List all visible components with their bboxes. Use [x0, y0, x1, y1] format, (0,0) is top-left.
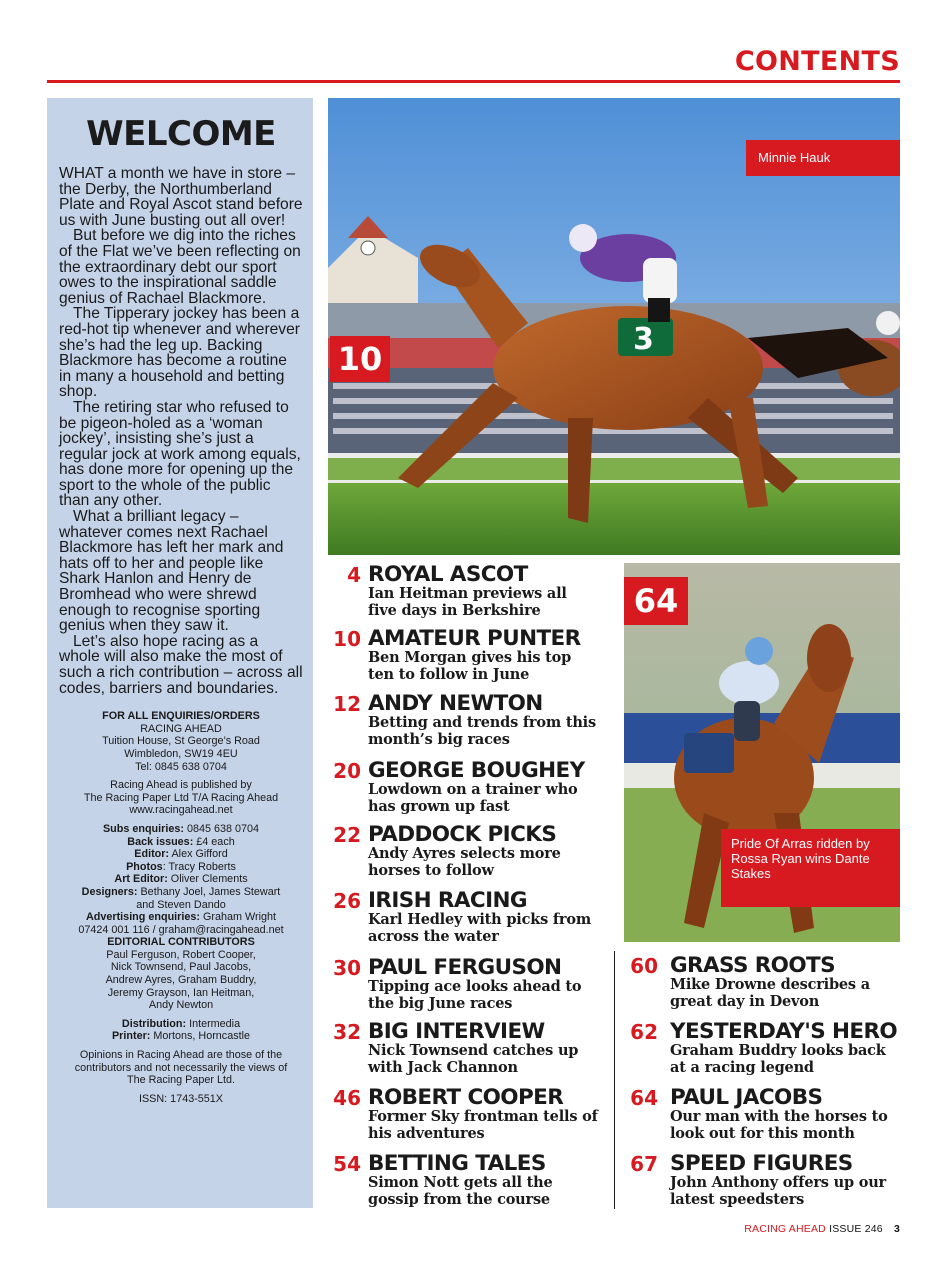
entry-description: Ben Morgan gives his top ten to follow in June [368, 649, 572, 683]
website-link[interactable]: www.racingahead.net [129, 804, 233, 817]
company-name: RACING AHEAD [140, 722, 222, 735]
contributors-line: Jeremy Grayson, Ian Heitman, [107, 986, 255, 999]
entry-description: Lowdown on a trainer who has grown up fast [368, 781, 578, 815]
entry-description: Our man with the horses to look out for this month [670, 1108, 888, 1142]
back-issues-label: Back issues: [127, 835, 194, 848]
designers-value: Bethany Joel, James Stewart [140, 885, 281, 898]
subs-value: 0845 638 0704 [186, 822, 260, 835]
printer-label: Printer: [111, 1030, 151, 1043]
entry-title: IRISH RACING [368, 888, 527, 913]
entry-title: PAUL FERGUSON [368, 955, 562, 980]
entry-title: GRASS ROOTS [670, 953, 835, 978]
entry-title: BETTING TALES [368, 1151, 546, 1176]
page-title: CONTENTS [734, 46, 900, 77]
page-number: 30 [333, 956, 361, 980]
page-number: 46 [333, 1086, 361, 1110]
entry-title: PAUL JACOBS [670, 1085, 823, 1110]
contributors-line: Nick Townsend, Paul Jacobs, [110, 961, 252, 974]
footer-brand: RACING AHEAD [744, 1223, 826, 1235]
photo-caption: Pride Of Arras ridden by Rossa Ryan wins Dante Stakes [721, 829, 900, 907]
entry-description: Nick Townsend catches up with Jack Channon [368, 1042, 579, 1076]
disclaimer-line: Opinions in Racing Ahead are those of the [79, 1049, 283, 1062]
entry-description: Simon Nott gets all the gossip from the course [368, 1174, 553, 1208]
page-number: 22 [333, 823, 361, 847]
welcome-paragraph: The retiring star who refused to be pigeon-holed as a ‘woman jockey’, insisting she’s just a regular jock at work among equals, has done more for opening up the sport to the whole of the public than any other. [59, 398, 301, 510]
welcome-paragraph: WHAT a month we have in store – the Derby, the Northumberland Plate and Royal Ascot stand before us with June busting out all over! [59, 165, 303, 229]
publisher-line: The Racing Paper Ltd T/A Racing Ahead [83, 791, 279, 804]
photos-label: Photos [126, 860, 163, 873]
editor-value: Alex Gifford [171, 848, 228, 861]
distribution-value: Intermedia [189, 1017, 241, 1030]
main-photo [328, 98, 900, 555]
welcome-title: WELCOME [86, 114, 276, 154]
contributors-line: Andy Newton [148, 999, 214, 1012]
entry-description: Andy Ayres selects more horses to follow [368, 845, 561, 879]
designers-value: and Steven Dando [136, 898, 226, 911]
welcome-paragraph: But before we dig into the riches of the Flat we’ve been reflecting on the extraordinary debt our sport owes to the inspirational saddle genius of Rachael Blackmore. [59, 227, 301, 307]
address-line: Tuition House, St George’s Road [102, 735, 260, 748]
entry-title: BIG INTERVIEW [368, 1019, 545, 1044]
contributors-label: EDITORIAL CONTRIBUTORS [107, 936, 255, 949]
advertising-contact: 07424 001 116 / graham@racingahead.net [78, 923, 284, 936]
entry-title: GEORGE BOUGHEY [368, 758, 585, 783]
page-number: 26 [333, 889, 361, 913]
entry-description: Graham Buddry looks back at a racing legend [670, 1042, 886, 1076]
page-number: 64 [630, 1086, 658, 1110]
publisher-line: Racing Ahead is published by [110, 779, 252, 792]
disclaimer-line: contributors and not necessarily the views of [74, 1061, 288, 1074]
footer-issue: ISSUE 246 [829, 1223, 883, 1235]
editor-label: Editor: [134, 848, 170, 861]
art-editor-value: Oliver Clements [170, 873, 248, 886]
saddle-cloth-number: 3 [633, 322, 654, 357]
credits-block [59, 710, 303, 1105]
entry-description: Karl Hedley with picks from across the water [368, 911, 591, 945]
contributors-line: Andrew Ayres, Graham Buddry, [105, 974, 257, 987]
page-number: 4 [347, 563, 361, 587]
entry-title: ROYAL ASCOT [368, 562, 528, 587]
photo-caption: Minnie Hauk [746, 140, 900, 176]
header-rule [47, 80, 900, 83]
entry-description: Mike Drowne describes a great day in Devon [670, 976, 870, 1010]
entry-title: PADDOCK PICKS [368, 822, 557, 847]
telephone: Tel: 0845 638 0704 [135, 760, 227, 773]
distribution-label: Distribution: [121, 1017, 187, 1030]
address-line: Wimbledon, SW19 4EU [124, 747, 238, 760]
photos-value: : Tracy Roberts [162, 860, 236, 873]
welcome-panel [47, 98, 313, 1208]
disclaimer-line: The Racing Paper Ltd. [126, 1074, 236, 1087]
page-number: 20 [333, 759, 361, 783]
issn: ISSN: 1743-551X [138, 1092, 224, 1105]
art-editor-label: Art Editor: [114, 873, 168, 886]
page-number: 60 [630, 954, 658, 978]
entry-description: Former Sky frontman tells of his adventures [368, 1108, 598, 1142]
designers-label: Designers: [81, 885, 138, 898]
entry-title: ANDY NEWTON [368, 691, 543, 716]
entry-description: Ian Heitman previews all five days in Berkshire [368, 585, 567, 619]
entry-title: ROBERT COOPER [368, 1085, 564, 1110]
column-divider [614, 951, 615, 1209]
page-number: 32 [333, 1020, 361, 1044]
entry-title: AMATEUR PUNTER [368, 626, 581, 651]
page-number: 10 [333, 627, 361, 651]
contributors-line: Paul Ferguson, Robert Cooper, [106, 948, 256, 961]
welcome-paragraph: Let’s also hope racing as a whole will also make the most of such a rich contribution – across all codes, barriers and boundaries. [59, 632, 303, 697]
subs-label: Subs enquiries: [102, 822, 184, 835]
advertising-label: Advertising enquiries: [85, 911, 200, 924]
page-number: 67 [630, 1152, 658, 1176]
entry-title: YESTERDAY'S HERO [670, 1019, 898, 1044]
entry-description: Betting and trends from this month’s big races [368, 714, 596, 748]
advertising-value: Graham Wright [202, 911, 276, 924]
page-badge-64: 64 [624, 577, 688, 625]
page-number: 62 [630, 1020, 658, 1044]
page-footer [744, 1223, 900, 1235]
welcome-paragraph: The Tipperary jockey has been a red-hot tip whenever and wherever she’s had the leg up. Backing Blackmore has become a routine in many a household and betting shop. [59, 305, 300, 401]
entry-description: Tipping ace looks ahead to the big June races [368, 978, 582, 1012]
entry-description: John Anthony offers up our latest speedsters [670, 1174, 886, 1208]
enquiries-label: FOR ALL ENQUIRIES/ORDERS [102, 710, 260, 723]
printer-value: Mortons, Horncastle [153, 1030, 250, 1043]
page-number: 54 [333, 1152, 361, 1176]
entry-title: SPEED FIGURES [670, 1151, 853, 1176]
back-issues-value: £4 each [196, 835, 235, 848]
welcome-body [59, 166, 303, 696]
page-badge-10: 10 [330, 336, 390, 382]
footer-page-number: 3 [893, 1223, 900, 1235]
page-number: 12 [333, 692, 361, 716]
welcome-paragraph: What a brilliant legacy – whatever comes next Rachael Blackmore has left her mark and hats off to her and people like Shark Hanlon and Henry de Bromhead who were shrewd enough to recognise sporting genius when they saw it. [59, 508, 284, 635]
secondary-photo [624, 563, 900, 942]
